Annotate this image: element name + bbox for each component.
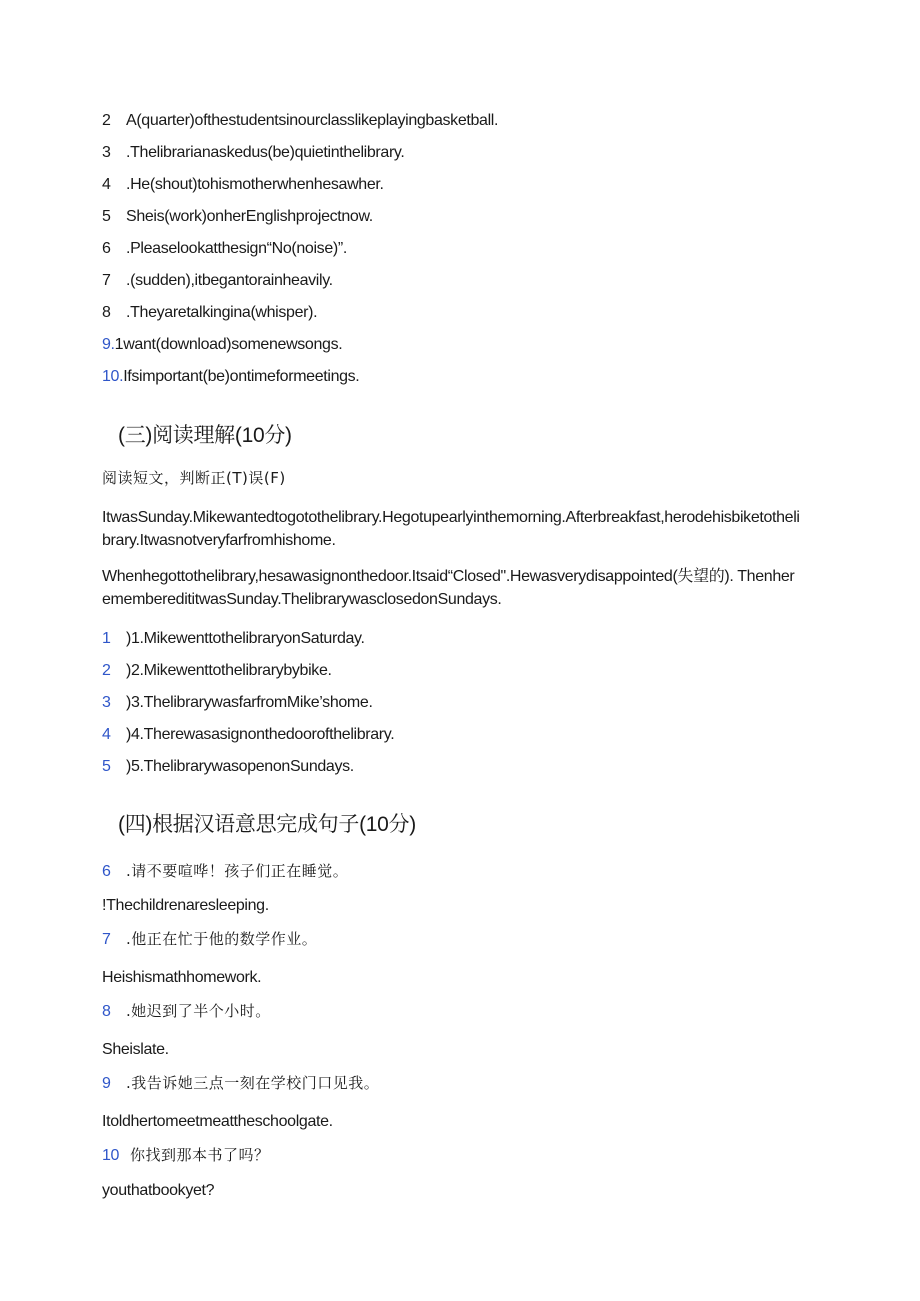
item-number: 8 [102, 304, 111, 321]
item-number: 8 [102, 1003, 111, 1020]
exercise-item [102, 335, 342, 355]
item-number: 9. [102, 336, 115, 353]
item-number: 6 [102, 863, 111, 880]
item-text: .Theyaretalkingina(whisper). [126, 304, 318, 321]
item-number: 4 [102, 176, 111, 193]
item-number: 2 [102, 112, 111, 129]
true-false-item [102, 661, 332, 681]
english-answer: youthatbookyet? [102, 1182, 215, 1199]
item-number: 5 [102, 208, 111, 225]
item-text: )4.Therewasasignonthedoorofthelibrary. [126, 726, 395, 743]
item-text: .Pleaselookatthesign“No(noise)”. [126, 240, 347, 257]
true-false-item [102, 757, 354, 777]
item-text: .He(shout)tohismotherwhenhesawher. [126, 176, 384, 193]
item-text: )1.MikewenttothelibraryonSaturday. [126, 630, 365, 647]
translation-prompt [102, 1001, 271, 1022]
chinese-sentence: .我告诉她三点一刻在学校门口见我。 [126, 1074, 380, 1092]
item-number: 1 [102, 630, 111, 647]
chinese-sentence: .请不要喧哗！孩子们正在睡觉。 [126, 862, 349, 880]
item-number: 5 [102, 758, 111, 775]
item-text: .(sudden),itbegantorainheavily. [126, 272, 333, 289]
english-answer: Itoldhertomeetmeattheschoolgate. [102, 1113, 333, 1130]
item-number: 10 [102, 1147, 120, 1164]
item-text: )5.ThelibrarywasopenonSundays. [126, 758, 354, 775]
item-number: 10. [102, 368, 124, 385]
exercise-item [102, 271, 333, 291]
section-heading: (三)阅读理解(10分) [118, 424, 292, 447]
exercise-item [102, 239, 347, 259]
item-text: )2.Mikewenttothelibrarybybike. [126, 662, 332, 679]
item-text: 1want(download)somenewsongs. [114, 336, 343, 353]
reading-paragraph: ItwasSunday.Mikewantedtogotothelibrary.Hegotupearlyinthemorning.Afterbreakfast,herodehisbiketothelibrary.Itwasnotveryfarfromhishome. [102, 509, 800, 549]
translation-prompt [102, 929, 317, 950]
item-number: 2 [102, 662, 111, 679]
true-false-item [102, 693, 373, 713]
section-heading: (四)根据汉语意思完成句子(10分) [118, 813, 416, 836]
reading-paragraph: Whenhegottothelibrary,hesawasignonthedoor.Itsaid“Closed".Hewasverydisappointed(失望的). ThenherememberedititwasSunday.ThelibrarywasclosedonSundays. [102, 568, 795, 608]
exercise-item [102, 143, 405, 163]
item-text: A(quarter)ofthestudentsinourclasslikeplayingbasketball. [126, 112, 499, 129]
true-false-item [102, 629, 365, 649]
item-number: 3 [102, 144, 111, 161]
chinese-sentence: .她迟到了半个小时。 [126, 1002, 271, 1020]
item-number: 4 [102, 726, 111, 743]
section-instruction: 阅读短文，判断正(T)误(F) [102, 469, 286, 487]
exercise-item [102, 303, 317, 323]
true-false-item [102, 725, 394, 745]
item-number: 7 [102, 931, 111, 948]
english-answer: !Thechildrenaresleeping. [102, 897, 269, 914]
english-answer: Sheislate. [102, 1041, 169, 1058]
item-number: 3 [102, 694, 111, 711]
exercise-item [102, 207, 373, 227]
item-number: 7 [102, 272, 111, 289]
translation-prompt [102, 1145, 270, 1166]
item-text: Sheis(work)onherEnglishprojectnow. [126, 208, 373, 225]
english-answer: Heishismathhomework. [102, 969, 262, 986]
translation-prompt [102, 861, 348, 882]
item-number: 6 [102, 240, 111, 257]
chinese-sentence: 你找到那本书了吗？ [130, 1146, 270, 1164]
item-text: .Thelibrarianaskedus(be)quietinthelibrary. [126, 144, 405, 161]
exercise-item [102, 111, 498, 131]
item-number: 9 [102, 1075, 111, 1092]
exercise-item [102, 175, 384, 195]
chinese-sentence: .他正在忙于他的数学作业。 [126, 930, 318, 948]
exercise-item [102, 367, 359, 387]
item-text: Ifsimportant(be)ontimeformeetings. [123, 368, 360, 385]
item-text: )3.ThelibrarywasfarfromMike’shome. [126, 694, 373, 711]
translation-prompt [102, 1073, 379, 1094]
